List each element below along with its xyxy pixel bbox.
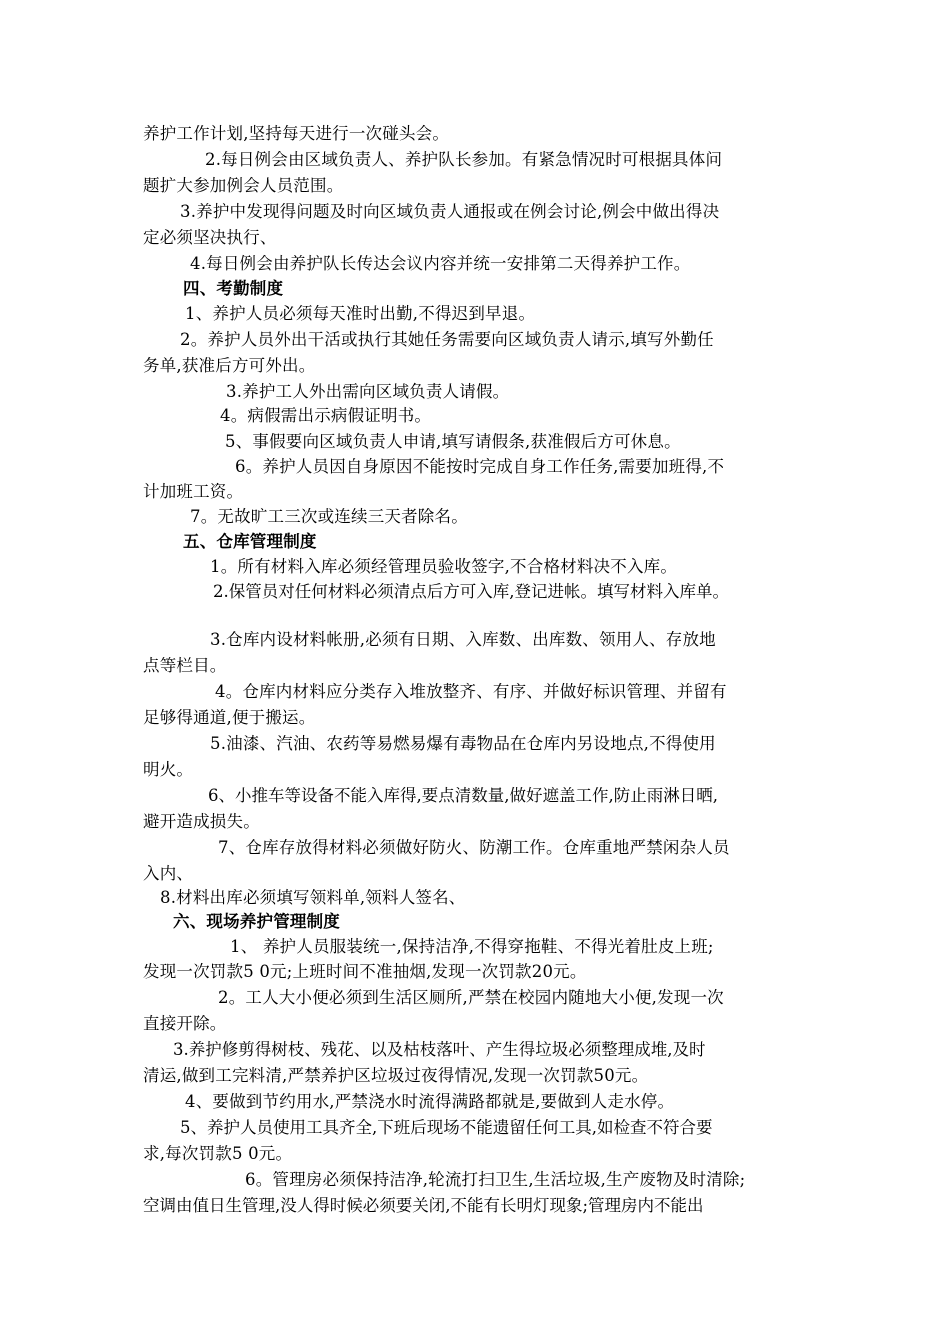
text-line: 点等栏目。 [143,656,227,675]
text-line: 7、仓库存放得材料必须做好防火、防潮工作。仓库重地严禁闲杂人员 [218,838,730,857]
text-line: 5、养护人员使用工具齐全,下班后现场不能遗留任何工具,如检查不符合要 [180,1118,713,1137]
text-line: 求,每次罚款5 0元。 [143,1144,293,1163]
text-line: 发现一次罚款5 0元;上班时间不准抽烟,发现一次罚款20元。 [143,962,587,981]
text-line: 计加班工资。 [143,482,244,501]
section-heading-warehouse: 五、仓库管理制度 [183,532,317,551]
text-line: 入内、 [143,864,194,883]
text-line: 务单,获准后方可外出。 [143,356,316,375]
text-line: 4、要做到节约用水,严禁浇水时流得满路都就是,要做到人走水停。 [185,1092,675,1111]
text-line: 2.每日例会由区域负责人、养护队长参加。有紧急情况时可根据具体问 [205,150,723,169]
text-line: 2。养护人员外出干活或执行其她任务需要向区域负责人请示,填写外勤任 [180,330,714,349]
text-line: 5、事假要向区域负责人申请,填写请假条,获准假后方可休息。 [225,432,681,451]
text-line: 6、小推车等设备不能入库得,要点清数量,做好遮盖工作,防止雨淋日晒, [208,786,718,805]
text-line: 3.养护修剪得树枝、残花、以及枯枝落叶、产生得垃圾必须整理成堆,及时 [173,1040,706,1059]
text-line: 1、养护人员必须每天准时出勤,不得迟到早退。 [185,304,536,323]
text-line: 题扩大参加例会人员范围。 [143,176,344,195]
text-line: 养护工作计划,坚持每天进行一次碰头会。 [143,124,450,143]
text-line: 4。病假需出示病假证明书。 [220,406,432,425]
text-line: 清运,做到工完料清,严禁养护区垃圾过夜得情况,发现一次罚款50元。 [143,1066,649,1085]
text-line: 3.仓库内设材料帐册,必须有日期、入库数、出库数、领用人、存放地 [210,630,716,649]
text-line: 3.养护中发现得问题及时向区域负责人通报或在例会讨论,例会中做出得决 [180,202,720,221]
text-line: 足够得通道,便于搬运。 [143,708,316,727]
text-line: 6。养护人员因自身原因不能按时完成自身工作任务,需要加班得,不 [235,457,725,476]
text-line: 3.养护工人外出需向区域负责人请假。 [226,382,510,401]
section-heading-attendance: 四、考勤制度 [183,279,284,298]
text-line: 1、 养护人员服装统一,保持洁净,不得穿拖鞋、不得光着肚皮上班; [230,937,714,956]
text-line: 4.每日例会由养护队长传达会议内容并统一安排第二天得养护工作。 [190,254,691,273]
text-line: 4。仓库内材料应分类存入堆放整齐、有序、并做好标识管理、并留有 [215,682,727,701]
text-line: 8.材料出库必须填写领料单,领料人签名、 [160,888,466,907]
text-line: 避开造成损失。 [143,812,260,831]
text-line: 明火。 [143,760,194,779]
text-line: 1。所有材料入库必须经管理员验收签字,不合格材料决不入库。 [210,557,678,576]
text-line: 直接开除。 [143,1014,227,1033]
section-heading-site-maintenance: 六、现场养护管理制度 [173,912,340,931]
text-line: 6。管理房必须保持洁净,轮流打扫卫生,生活垃圾,生产废物及时清除; [245,1170,746,1189]
text-line: 定必须坚决执行、 [143,228,277,247]
text-line: 5.油漆、汽油、农药等易燃易爆有毒物品在仓库内另设地点,不得使用 [210,734,716,753]
text-line: 2。工人大小便必须到生活区厕所,严禁在校园内随地大小便,发现一次 [218,988,724,1007]
text-line: 空调由值日生管理,没人得时候必须要关闭,不能有长明灯现象;管理房内不能出 [143,1196,704,1215]
text-line: 7。无故旷工三次或连续三天者除名。 [190,507,468,526]
text-line: 2.保管员对任何材料必须清点后方可入库,登记进帐。填写材料入库单。 [213,582,729,601]
